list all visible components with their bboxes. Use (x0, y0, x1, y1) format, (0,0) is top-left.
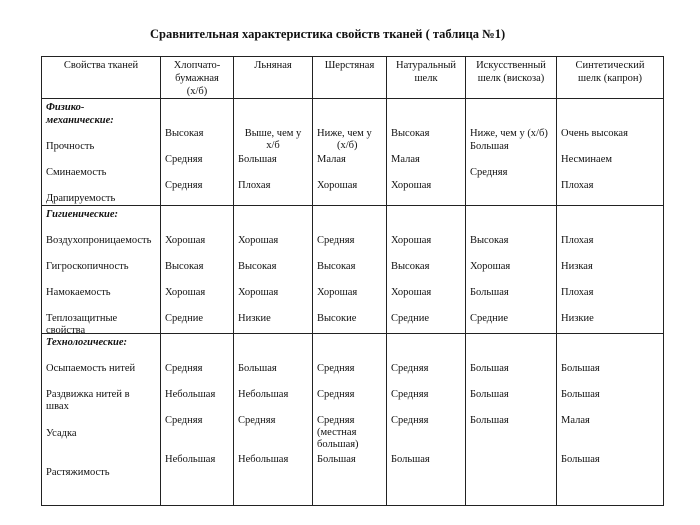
fabric-properties-table (41, 56, 664, 506)
value-cell: Средняя Средняя Средняя Большая (387, 334, 466, 506)
value-cell: Ниже, чем у (х/б) Большая Средняя (466, 99, 557, 206)
value-cell: Выше, чем у х/б Большая Плохая (234, 99, 313, 206)
value-cell: Средняя Средняя Средняя (местная большая) Большая (313, 334, 387, 506)
value-cell: Средняя Высокая Хорошая Высокие (313, 206, 387, 334)
value-cell: Ниже, чем у (х/б) Малая Хорошая (313, 99, 387, 206)
value-cell: Хорошая Высокая Хорошая Средние (161, 206, 234, 334)
table-title: Сравнительная характеристика свойств тканей ( таблица №1) (150, 27, 506, 41)
value-cell: Хорошая Высокая Хорошая Низкие (234, 206, 313, 334)
header-cotton: Хлопчато- бумажная (х/б) (161, 57, 234, 99)
value-cell: Высокая Хорошая Большая Средние (466, 206, 557, 334)
value-cell: Высокая Малая Хорошая (387, 99, 466, 206)
property-cell: Технологические: Осыпаемость нитей Раздвижка нитей в швах Усадка Растяжимость (42, 334, 161, 506)
header-row (42, 57, 664, 99)
header-synthetic: Синтетический шелк (капрон) (557, 57, 664, 99)
value-cell: Хорошая Высокая Хорошая Средние (387, 206, 466, 334)
value-cell: Высокая Средняя Средняя (161, 99, 234, 206)
value-cell: Большая Большая Малая Большая (557, 334, 664, 506)
value-cell: Плохая Низкая Плохая Низкие (557, 206, 664, 334)
value-cell: Большая Большая Большая (466, 334, 557, 506)
section-technological (42, 334, 664, 506)
section-physical-mechanical (42, 99, 664, 206)
header-wool: Шерстяная (313, 57, 387, 99)
property-cell: Гигиенические: Воздухопроницаемость Гигроскопичность Намокаемость Теплозащитные свойства (42, 206, 161, 334)
header-linen: Льняная (234, 57, 313, 99)
value-cell: Большая Небольшая Средняя Небольшая (234, 334, 313, 506)
header-viscose: Искусственный шелк (вискоза) (466, 57, 557, 99)
property-cell: Физико- механические: Прочность Сминаемость Драпируемость (42, 99, 161, 206)
section-hygienic (42, 206, 664, 334)
value-cell: Средняя Небольшая Средняя Небольшая (161, 334, 234, 506)
value-cell: Очень высокая Несминаем Плохая (557, 99, 664, 206)
header-natural-silk: Натуральный шелк (387, 57, 466, 99)
header-properties: Свойства тканей (42, 57, 161, 99)
